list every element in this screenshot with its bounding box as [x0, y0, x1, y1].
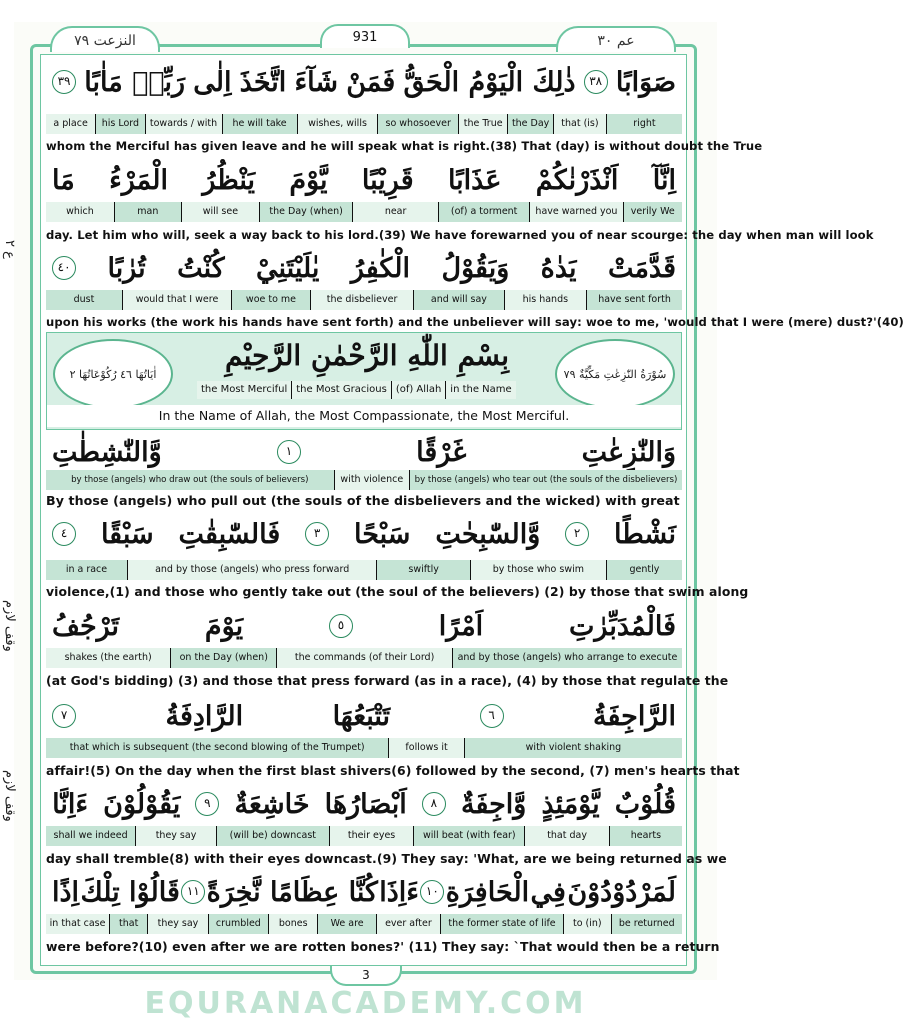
ayah-marker: ١: [277, 440, 301, 464]
word-gloss-row: [46, 114, 682, 134]
gloss-cell: and by those (angels) who arrange to execute: [452, 648, 682, 668]
gloss-cell: wishes, wills: [297, 114, 378, 134]
arabic-word: اَنْذَرْنٰكُمْ: [535, 164, 619, 196]
arabic-word: مَا: [52, 164, 75, 196]
gloss-cell: their eyes: [329, 826, 414, 846]
translation-line: day shall tremble(8) with their eyes downcast.(9) They say: 'What, are we being returned as we: [46, 851, 727, 866]
arabic-word: يٰلَيْتَنِيْ: [256, 252, 320, 284]
gloss-cell: which: [46, 202, 114, 222]
juz-header: عم ٣٠: [556, 26, 676, 52]
arabic-word: صَوَابًا: [615, 66, 676, 98]
arabic-word: الرَّاجِفَةُ: [593, 700, 676, 732]
gloss-cell: have warned you: [529, 202, 622, 222]
arabic-word: قَرِيْبًا: [361, 164, 414, 196]
gloss-cell: (of) a torment: [438, 202, 529, 222]
word-gloss-row: [46, 826, 682, 846]
arabic-word: وَالنّٰزِعٰتِ: [581, 436, 676, 468]
arabic-word: يَوْمَ: [204, 610, 244, 642]
arabic-word: اَمْرًا: [438, 610, 484, 642]
gloss-cell: the Day: [507, 114, 553, 134]
arabic-line: [46, 606, 682, 646]
surah-ayah-count-ornament: اٰيَاتُهَا ٤٦ رُكُوْعَاتُهَا ٢: [53, 339, 173, 409]
gloss-cell: the commands (of their Lord): [276, 648, 452, 668]
gloss-cell: that (is): [553, 114, 606, 134]
gloss-cell: with violent shaking: [464, 738, 682, 758]
translation-line: upon his works (the work his hands have sent forth) and the unbeliever will say: woe to me, 'would that I were (mere) dust?'(40): [46, 315, 904, 329]
gloss-cell: they say: [135, 826, 216, 846]
waqf-lazim-note: وقف لازم: [2, 770, 17, 822]
arabic-word: ذٰلِكَ الْيَوْمُ الْحَقُّ: [403, 66, 576, 98]
arabic-word: يَّوْمَئِذٍ: [541, 788, 600, 820]
translation-line: day. Let him who will, seek a way back to his lord.(39) We have forewarned you of near scourge: the day when man will look: [46, 228, 874, 242]
translation-line: whom the Merciful has given leave and he will speak what is right.(38) That (day) is without doubt the True: [46, 139, 763, 153]
arabic-word: خَاشِعَةٌ: [234, 788, 310, 820]
gloss-cell: a place: [46, 114, 95, 134]
arabic-word: لَمَرْدُوْدُوْنَ: [567, 876, 676, 908]
gloss-cell: the Day (when): [259, 202, 352, 222]
ayah-marker: ٩: [195, 792, 219, 816]
ayah-marker: ٤: [52, 522, 76, 546]
gloss-cell: that: [109, 914, 147, 934]
ayah-marker: ٣٨: [584, 70, 608, 94]
word-gloss-row: [46, 202, 682, 222]
gloss-cell: and will say: [413, 290, 503, 310]
ayah-marker: ٦: [480, 704, 504, 728]
gloss-cell: and by those (angels) who press forward: [127, 560, 376, 580]
gloss-cell: the True: [458, 114, 507, 134]
surah-name-header: النزعت ٧٩: [50, 26, 160, 52]
gloss-cell: crumbled: [208, 914, 268, 934]
waqf-lazim-note: وقف لازم: [2, 600, 17, 652]
arabic-word: فَالْمُدَبِّرٰتِ: [569, 610, 676, 642]
gloss-cell: will beat (with fear): [413, 826, 524, 846]
gloss-cell: hearts: [609, 826, 682, 846]
surah-opening-banner: [46, 332, 682, 430]
gloss-cell: bones: [268, 914, 317, 934]
gloss-cell: have sent forth: [586, 290, 682, 310]
arabic-word: اَبْصَارُهَا: [324, 788, 407, 820]
gloss-cell: his Lord: [95, 114, 144, 134]
page-number-top: 931: [320, 24, 410, 48]
gloss-cell: will see: [181, 202, 259, 222]
gloss-cell: by those (angels) who tear out (the souls of the disbelievers): [409, 470, 682, 490]
word-gloss-row: [46, 738, 682, 758]
arabic-word: يَدٰهُ: [540, 252, 577, 284]
gloss-cell: ever after: [376, 914, 440, 934]
arabic-word: قُلُوْبٌ: [614, 788, 676, 820]
arabic-word: تَتْبَعُهَا: [332, 700, 391, 732]
basmala-gloss-row: [197, 381, 516, 399]
arabic-line: [46, 872, 682, 912]
gloss-cell: the former state of life: [440, 914, 563, 934]
gloss-cell: woe to me: [231, 290, 310, 310]
gloss-cell: on the Day (when): [170, 648, 276, 668]
gloss-cell: he will take: [222, 114, 297, 134]
gloss-cell: dust: [46, 290, 122, 310]
arabic-word: وَّالسّٰبِحٰتِ: [435, 518, 541, 550]
arabic-line: [46, 432, 682, 472]
ruku-marker: ع ٢: [2, 240, 17, 259]
gloss-cell: the Most Gracious: [291, 381, 391, 399]
arabic-word: كُنْتُ: [177, 252, 225, 284]
gloss-cell: in the Name: [445, 381, 515, 399]
gloss-cell: follows it: [388, 738, 463, 758]
arabic-word: سَبْحًا: [354, 518, 411, 550]
gloss-cell: shakes (the earth): [46, 648, 170, 668]
gloss-cell: gently: [606, 560, 682, 580]
page-number-bottom: 3: [330, 966, 402, 986]
arabic-word: قَدَّمَتْ: [607, 252, 676, 284]
arabic-word: الْكٰفِرُ: [350, 252, 411, 284]
gloss-cell: so whosoever: [377, 114, 458, 134]
ayah-marker: ١١: [181, 880, 205, 904]
gloss-cell: would that I were: [122, 290, 231, 310]
gloss-cell: his hands: [504, 290, 587, 310]
arabic-word: تَرْجُفُ: [52, 610, 120, 642]
ayah-marker: ٣٩: [52, 70, 76, 94]
gloss-cell: in that case: [46, 914, 109, 934]
arabic-word: وَّاجِفَةٌ: [460, 788, 527, 820]
arabic-word: عَذَابًا: [447, 164, 502, 196]
gloss-cell: shall we indeed: [46, 826, 135, 846]
arabic-line: [46, 514, 682, 554]
arabic-word: الرَّادِفَةُ: [165, 700, 244, 732]
arabic-word: وَيَقُوْلُ: [441, 252, 510, 284]
site-watermark: EQURANACADEMY.COM: [144, 986, 587, 1021]
arabic-word: شَآءَ: [294, 66, 339, 98]
ayah-marker: ٧: [52, 704, 76, 728]
arabic-word: رَبِّهٖ مَاٰبًا: [84, 66, 186, 98]
word-gloss-row: [46, 470, 682, 490]
arabic-word: يَنْظُرُ: [202, 164, 256, 196]
arabic-word: فَالسّٰبِقٰتِ: [178, 518, 281, 550]
arabic-line: [46, 248, 682, 288]
basmala-translation: In the Name of Allah, the Most Compassionate, the Most Merciful.: [47, 405, 681, 427]
ayah-marker: ٤٠: [52, 256, 76, 280]
gloss-cell: We are: [317, 914, 376, 934]
arabic-line: [46, 696, 682, 736]
arabic-word: تُرٰبًا: [107, 252, 146, 284]
translation-line: were before?(10) even after we are rotten bones?' (11) They say: `That would then be a return: [46, 939, 720, 954]
gloss-cell: verily We: [623, 202, 682, 222]
arabic-line: [46, 784, 682, 824]
arabic-word: قَالُوْا تِلْكَ: [80, 876, 180, 908]
arabic-word: فِي: [530, 876, 566, 908]
arabic-word: اِنَّآ: [652, 164, 676, 196]
word-gloss-row: [46, 914, 682, 934]
ayah-marker: ٣: [305, 522, 329, 546]
arabic-word: وَّالنّٰشِطٰتِ: [52, 436, 162, 468]
gloss-cell: with violence: [334, 470, 409, 490]
word-gloss-row: [46, 290, 682, 310]
arabic-word: غَرْقًا: [416, 436, 467, 468]
gloss-cell: the Most Merciful: [197, 381, 291, 399]
arabic-word: الْمَرْءُ: [109, 164, 169, 196]
gloss-cell: that day: [524, 826, 609, 846]
arabic-word: ءَاِذَا: [379, 876, 419, 908]
translation-line: affair!(5) On the day when the first blast shivers(6) followed by the second, (7) men's hearts that: [46, 763, 740, 778]
arabic-word: فَمَنْ: [346, 66, 396, 98]
gloss-cell: to (in): [563, 914, 610, 934]
arabic-word: ءَاِنَّا: [52, 788, 89, 820]
arabic-word: يَّوْمَ: [289, 164, 328, 196]
gloss-cell: by those (angels) who draw out (the souls of believers): [46, 470, 334, 490]
gloss-cell: they say: [147, 914, 207, 934]
word-gloss-row: [46, 648, 682, 668]
gloss-cell: be returned: [611, 914, 682, 934]
arabic-word: كُنَّا عِظَامًا نَّخِرَةً: [206, 876, 378, 908]
gloss-cell: (of) Allah: [391, 381, 445, 399]
word-gloss-row: [46, 560, 682, 580]
arabic-word: اِذًا: [52, 876, 80, 908]
ayah-marker: ٥: [329, 614, 353, 638]
gloss-cell: right: [606, 114, 682, 134]
gloss-cell: swiftly: [376, 560, 470, 580]
arabic-word: نَشْطًا: [614, 518, 676, 550]
gloss-cell: that which is subsequent (the second blowing of the Trumpet): [46, 738, 388, 758]
arabic-word: اِلٰى: [193, 66, 232, 98]
basmala: بِسْمِ اللّٰهِ الرَّحْمٰنِ الرَّحِيْمِ: [225, 339, 509, 372]
arabic-word: الْحَافِرَةِ: [445, 876, 530, 908]
gloss-cell: the disbeliever: [310, 290, 413, 310]
translation-line: By those (angels) who pull out (the souls of the disbelievers and the wicked) with great: [46, 493, 680, 508]
ayah-marker: ٨: [422, 792, 446, 816]
arabic-line: [46, 62, 682, 102]
surah-title-ornament: سُوْرَةُ النّٰزِعٰتِ مَكِّيَّةٌ ٧٩: [555, 339, 675, 409]
ayah-marker: ١٠: [420, 880, 444, 904]
translation-line: violence,(1) and those who gently take out (the soul of the believers) (2) by those that swim along: [46, 584, 749, 599]
arabic-word: اتَّخَذَ: [239, 66, 287, 98]
gloss-cell: in a race: [46, 560, 127, 580]
arabic-word: يَقُوْلُوْنَ: [103, 788, 181, 820]
gloss-cell: (will be) downcast: [216, 826, 329, 846]
arabic-word: سَبْقًا: [100, 518, 154, 550]
ayah-marker: ٢: [565, 522, 589, 546]
gloss-cell: towards / with: [145, 114, 222, 134]
arabic-line: [46, 160, 682, 200]
translation-line: (at God's bidding) (3) and those that press forward (as in a race), (4) by those that regulate the: [46, 673, 729, 688]
gloss-cell: by those who swim: [470, 560, 606, 580]
gloss-cell: man: [114, 202, 181, 222]
gloss-cell: near: [352, 202, 438, 222]
